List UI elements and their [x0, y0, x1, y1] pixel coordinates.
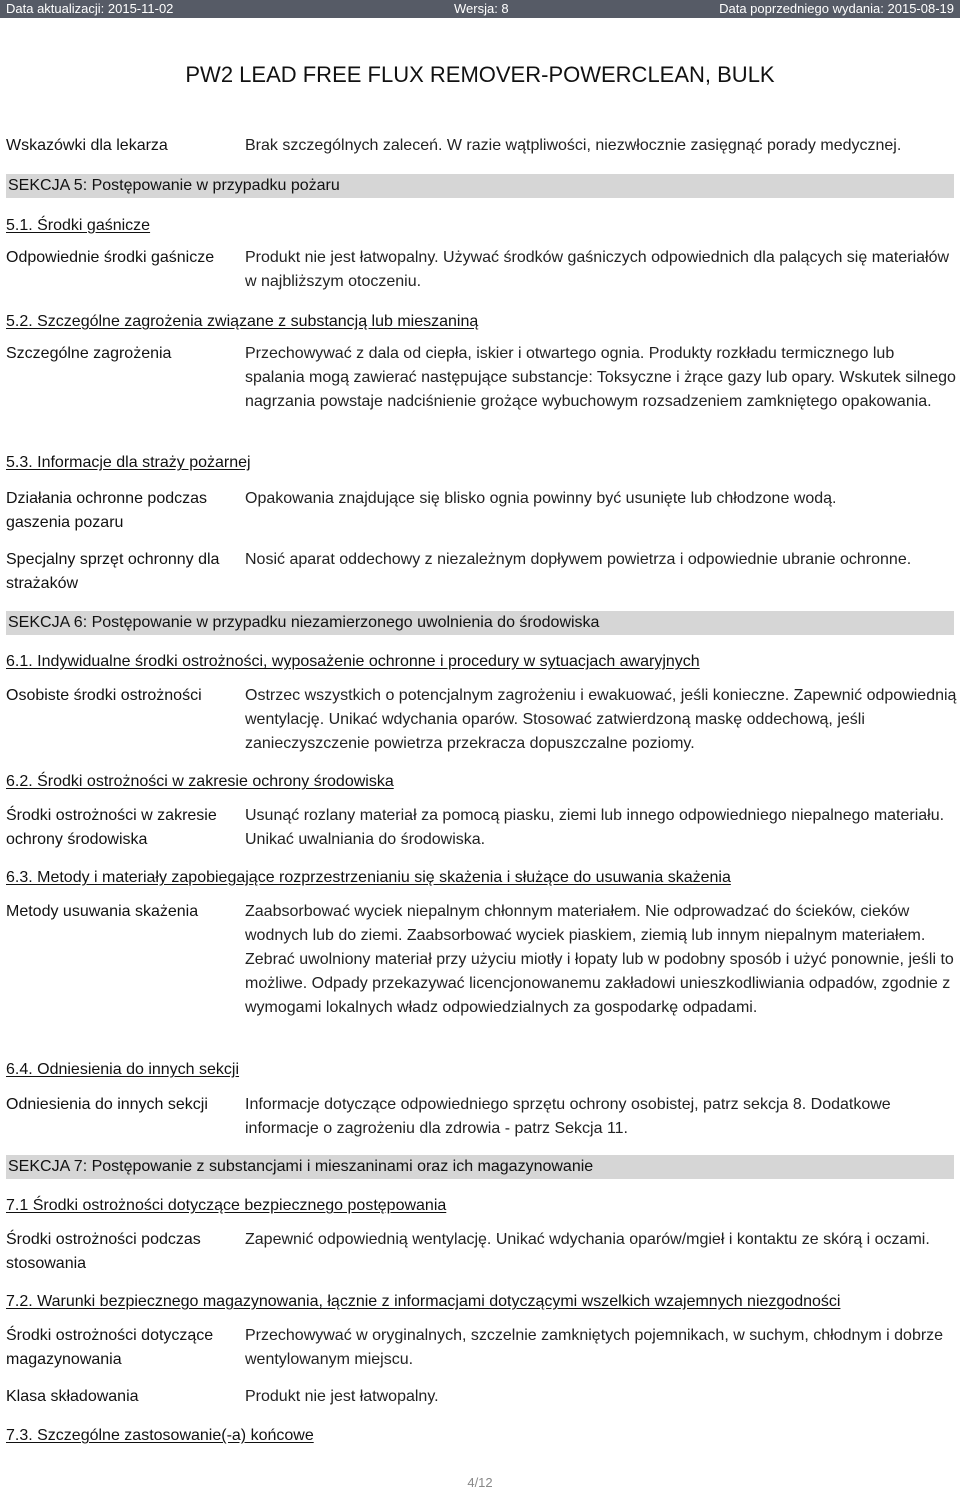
subsection-5-3-title: 5.3. Informacje dla straży pożarnej	[6, 454, 251, 471]
subsection-6-3-title: 6.3. Metody i materiały zapobiegające rozprzestrzenianiu się skażenia i służące do usuwania skażenia	[6, 869, 731, 886]
storage-class-value: Produkt nie jest łatwopalny.	[245, 1388, 439, 1405]
extinguishing-media-value: Produkt nie jest łatwopalny. Używać środków gaśniczych odpowiednich dla palących się materiałów w najbliższym otoczeniu.	[245, 249, 950, 290]
subsection-6-1-title: 6.1. Indywidualne środki ostrożności, wyposażenie ochronne i procedury w sytuacjach awaryjnych	[6, 653, 700, 670]
storage-class-label: Klasa składowania	[6, 1388, 139, 1405]
environmental-precautions-label: Środki ostrożności w zakresie ochrony środowiska	[6, 807, 217, 848]
personal-precautions-value: Ostrzec wszystkich o potencjalnym zagrożeniu i ewakuować, jeśli konieczne. Zapewnić odpowiednią wentylację. Unikać wdychania oparów. Stosować zatwierdzoną maskę oddechową, jeśli zanieczyszczenie powietrza przekracza dopuszczalne poziomy.	[245, 687, 957, 752]
subsection-6-1	[6, 652, 700, 672]
environmental-precautions-value: Usunąć rozlany materiał za pomocą piasku, ziemi lub innego odpowiedniego niepalnego materiału. Unikać uwalniania do środowiska.	[245, 807, 945, 848]
update-date: Data aktualizacji: 2015-11-02	[6, 1, 174, 16]
firefighter-equipment-value: Nosić aparat oddechowy z niezależnym dopływem powietrza i odpowiednie ubranie ochronne.	[245, 551, 912, 568]
handling-precautions-label: Środki ostrożności podczas stosowania	[6, 1231, 201, 1272]
subsection-7-1-title: 7.1 Środki ostrożności dotyczące bezpiecznego postępowania	[6, 1197, 447, 1214]
storage-precautions-label: Środki ostrożności dotyczące magazynowania	[6, 1327, 214, 1368]
subsection-7-3-title: 7.3. Szczególne zastosowanie(-a) końcowe	[6, 1427, 314, 1444]
subsection-7-1	[6, 1196, 446, 1216]
subsection-6-4-title: 6.4. Odniesienia do innych sekcji	[6, 1061, 240, 1078]
subsection-5-2-title: 5.2. Szczególne zagrożenia związane z substancją lub mieszaniną	[6, 313, 479, 330]
firefighter-equipment-label: Specjalny sprzęt ochronny dla strażaków	[6, 551, 220, 592]
section-5-header	[6, 174, 954, 198]
section-6-header	[6, 611, 954, 635]
subsection-5-1	[6, 216, 150, 236]
cleanup-methods-value: Zaabsorbować wyciek niepalnym chłonnym materiałem. Nie odprowadzać do ścieków, cieków wodnych lub do ziemi. Zaabsorbować wyciek piaskiem, ziemią lub innym niepalnym materiałem. Zebrać uwolniony materiał przy użyciu miotły i łopaty lub w podobny sposób i użyć ponownie, jeśli to możliwe. Odpady przekazywać licencjonowanemu zakładowi unieszkodliwiania odpadów, zgodnie z wymogami lokalnych władz odpowiedzialnych za gospodarkę odpadami.	[245, 903, 954, 1016]
subsection-7-3	[6, 1426, 314, 1446]
storage-precautions-value: Przechowywać w oryginalnych, szczelnie zamkniętych pojemnikach, w suchym, chłodnym i dobrze wentylowanym miejscu.	[245, 1327, 944, 1368]
protective-actions-label: Działania ochronne podczas gaszenia pozaru	[6, 490, 208, 531]
extinguishing-media-label: Odpowiednie środki gaśnicze	[6, 249, 215, 266]
subsection-5-1-title: 5.1. Środki gaśnicze	[6, 217, 151, 234]
subsection-6-2-title: 6.2. Środki ostrożności w zakresie ochrony środowiska	[6, 773, 394, 790]
doctor-notes-label: Wskazówki dla lekarza	[6, 137, 168, 154]
subsection-5-2	[6, 312, 478, 332]
header-bar	[0, 0, 960, 18]
subsection-7-2	[6, 1292, 840, 1312]
other-sections-value: Informacje dotyczące odpowiedniego sprzętu ochrony osobistej, patrz sekcja 8. Dodatkowe informacje o zagrożeniu dla zdrowia - patrz Sekcja 11.	[245, 1096, 891, 1137]
special-hazards-label: Szczególne zagrożenia	[6, 345, 172, 362]
handling-precautions-value: Zapewnić odpowiednią wentylację. Unikać wdychania oparów/mgieł i kontaktu ze skórą i oczami.	[245, 1231, 930, 1248]
section-5-title: SEKCJA 5: Postępowanie w przypadku pożaru	[8, 177, 340, 194]
other-sections-label: Odniesienia do innych sekcji	[6, 1096, 208, 1113]
personal-precautions-label: Osobiste środki ostrożności	[6, 687, 202, 704]
doctor-notes-value: Brak szczególnych zaleceń. W razie wątpliwości, niezwłocznie zasięgnąć porady medycznej.	[245, 137, 902, 154]
cleanup-methods-label: Metody usuwania skażenia	[6, 903, 199, 920]
previous-issue-date: Data poprzedniego wydania: 2015-08-19	[719, 1, 954, 16]
subsection-6-2	[6, 772, 394, 792]
version: Wersja: 8	[454, 1, 509, 16]
section-7-header	[6, 1155, 954, 1179]
special-hazards-value: Przechowywać z dala od ciepła, iskier i otwartego ognia. Produkty rozkładu termicznego lub spalania mogą zawierać następujące substancje: Toksyczne i żrące gazy lub opary. Wskutek silnego nagrzania powstaje nadciśnienie grożące wybuchowym rozsadzeniem zamkniętego opakowania.	[245, 345, 956, 410]
section-6-title: SEKCJA 6: Postępowanie w przypadku niezamierzonego uwolnienia do środowiska	[8, 614, 600, 631]
protective-actions-value: Opakowania znajdujące się blisko ognia powinny być usunięte lub chłodzone wodą.	[245, 490, 837, 507]
subsection-5-3	[6, 453, 251, 473]
subsection-6-3	[6, 868, 731, 888]
document-title: PW2 LEAD FREE FLUX REMOVER-POWERCLEAN, BULK	[185, 62, 775, 87]
subsection-7-2-title: 7.2. Warunki bezpiecznego magazynowania, łącznie z informacjami dotyczącymi wszelkich wzajemnych niezgodności	[6, 1293, 841, 1310]
section-7-title: SEKCJA 7: Postępowanie z substancjami i mieszaninami oraz ich magazynowanie	[8, 1158, 594, 1175]
subsection-6-4	[6, 1060, 239, 1080]
page-number: 4/12	[467, 1475, 493, 1490]
